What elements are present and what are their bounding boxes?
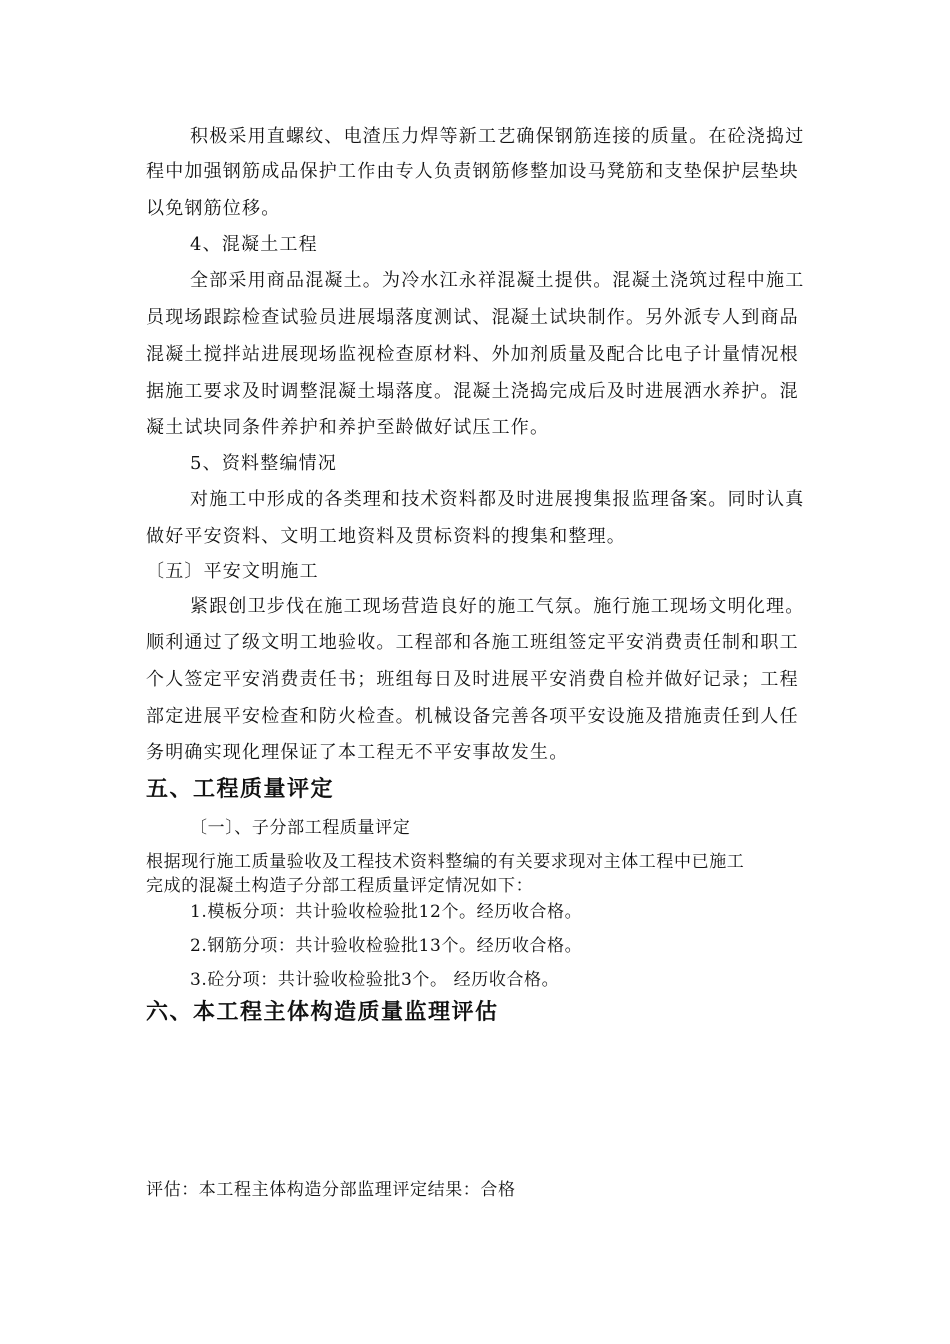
paragraph-line: 以免钢筋位移。 [146, 198, 281, 219]
list-item: 1.模板分项：共计验收检验批12个。经历收合格。 [190, 902, 583, 922]
subsection-title: 〔一〕、子分部工程质量评定 [190, 818, 411, 838]
section-subtitle: 4、混凝土工程 [190, 234, 318, 255]
paragraph-line: 紧跟创卫步伐在施工现场营造良好的施工气氛。施行施工现场文明化理。 [190, 596, 805, 617]
paragraph-line: 对施工中形成的各类理和技术资料都及时进展搜集报监理备案。同时认真 [190, 489, 805, 510]
paragraph-line: 程中加强钢筋成品保护工作由专人负责钢筋修整加设马凳筋和支垫保护层垫块 [146, 161, 799, 182]
paragraph-line: 全部采用商品混凝土。为冷水江永祥混凝土提供。混凝土浇筑过程中施工 [190, 270, 805, 291]
paragraph-line: 个人签定平安消费责任书；班组每日及时进展平安消费自检并做好记录；工程 [146, 669, 799, 690]
section-subtitle: 〔五〕平安文明施工 [146, 561, 319, 582]
list-item: 3.砼分项：共计验收检验批3个。 经历收合格。 [190, 970, 560, 990]
section-heading: 六、本工程主体构造质量监理评估 [146, 1000, 499, 1025]
paragraph-line: 做好平安资料、文明工地资料及贯标资料的搜集和整理。 [146, 526, 626, 547]
paragraph-line: 根据现行施工质量验收及工程技术资料整编的有关要求现对主体工程中已施工 [146, 852, 745, 872]
evaluation-result: 评估：本工程主体构造分部监理评定结果：合格 [146, 1180, 516, 1200]
paragraph-line: 据施工要求及时调整混凝土塌落度。混凝土浇捣完成后及时进展洒水养护。混 [146, 381, 799, 402]
section-heading: 五、工程质量评定 [146, 777, 335, 802]
paragraph-line: 员现场跟踪检查试验员进展塌落度测试、混凝土试块制作。另外派专人到商品 [146, 307, 799, 328]
paragraph-line: 积极采用直螺纹、电渣压力焊等新工艺确保钢筋连接的质量。在砼浇捣过 [190, 126, 805, 147]
paragraph-line: 凝土试块同条件养护和养护至龄做好试压工作。 [146, 417, 550, 438]
paragraph-line: 完成的混凝土构造子分部工程质量评定情况如下： [146, 876, 534, 896]
paragraph-line: 混凝土搅拌站进展现场监视检查原材料、外加剂质量及配合比电子计量情况根 [146, 344, 799, 365]
paragraph-line: 顺利通过了级文明工地验收。工程部和各施工班组签定平安消费责任制和职工 [146, 632, 799, 653]
list-item: 2.钢筋分项：共计验收检验批13个。经历收合格。 [190, 936, 583, 956]
paragraph-line: 部定进展平安检查和防火检查。机械设备完善各项平安设施及措施责任到人任 [146, 706, 799, 727]
section-subtitle: 5、资料整编情况 [190, 453, 338, 474]
paragraph-line: 务明确实现化理保证了本工程无不平安事故发生。 [146, 742, 569, 763]
